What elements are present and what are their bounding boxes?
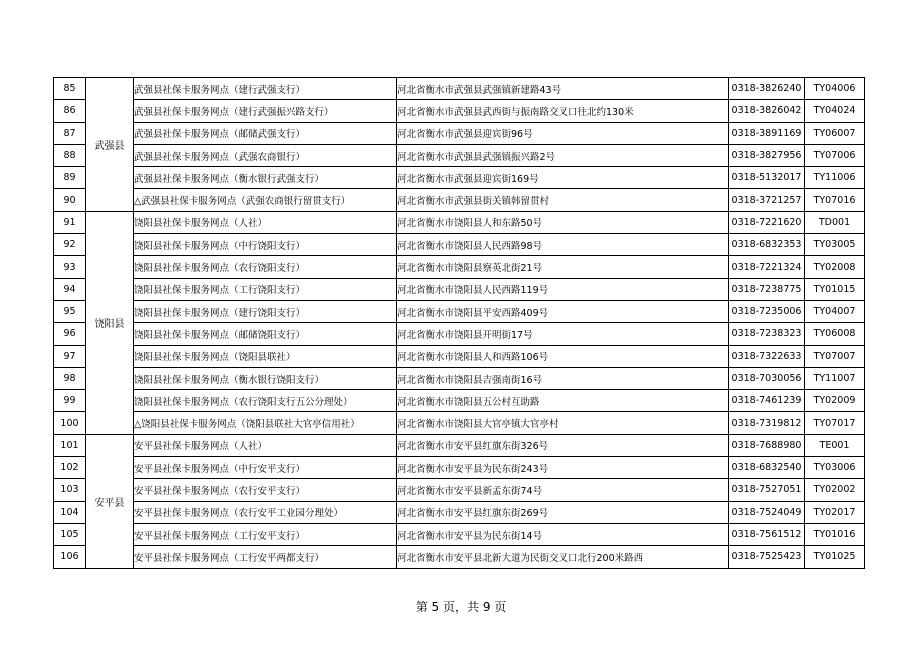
service-point-code: TY02017: [805, 501, 865, 523]
table-row: [54, 457, 865, 479]
service-point-code: TY11006: [805, 167, 865, 189]
table-row: [54, 434, 865, 456]
service-point-phone: 0318-7238323: [729, 323, 805, 345]
row-number: 99: [54, 390, 86, 412]
service-point-phone: 0318-7527051: [729, 479, 805, 501]
row-number: 106: [54, 546, 86, 568]
row-number: 104: [54, 501, 86, 523]
county-cell: 安平县: [86, 434, 134, 568]
service-point-name: 安平县社保卡服务网点（工行安平两都支行）: [134, 546, 397, 568]
service-point-code: TY01025: [805, 546, 865, 568]
service-point-address: 河北省衡水市饶阳县开明街17号: [397, 323, 729, 345]
row-number: 90: [54, 189, 86, 211]
service-point-phone: 0318-6832353: [729, 234, 805, 256]
row-number: 98: [54, 367, 86, 389]
service-point-phone: 0318-7688980: [729, 434, 805, 456]
service-point-address: 河北省衡水市饶阳县人民西路98号: [397, 234, 729, 256]
row-number: 94: [54, 278, 86, 300]
table-row: [54, 546, 865, 568]
table-row: [54, 523, 865, 545]
table-row: [54, 100, 865, 122]
service-point-code: TY03005: [805, 234, 865, 256]
service-point-phone: 0318-3891169: [729, 122, 805, 144]
service-points-table: [53, 77, 865, 569]
row-number: 101: [54, 434, 86, 456]
service-point-name: 饶阳县社保卡服务网点（农行饶阳支行）: [134, 256, 397, 278]
service-point-phone: 0318-7322633: [729, 345, 805, 367]
service-point-name: △武强县社保卡服务网点（武强农商银行留贯支行）: [134, 189, 397, 211]
service-point-address: 河北省衡水市安平县红旗东街269号: [397, 501, 729, 523]
service-point-name: 安平县社保卡服务网点（人社）: [134, 434, 397, 456]
row-number: 86: [54, 100, 86, 122]
row-number: 85: [54, 78, 86, 100]
service-point-name: 安平县社保卡服务网点（工行安平支行）: [134, 523, 397, 545]
row-number: 89: [54, 167, 86, 189]
service-point-name: 饶阳县社保卡服务网点（人社）: [134, 211, 397, 233]
row-number: 100: [54, 412, 86, 434]
service-point-phone: 0318-7238775: [729, 278, 805, 300]
table-row: [54, 412, 865, 434]
table-row: [54, 167, 865, 189]
service-point-address: 河北省衡水市武强县迎宾街96号: [397, 122, 729, 144]
service-point-code: TY06008: [805, 323, 865, 345]
service-point-address: 河北省衡水市饶阳县平安西路409号: [397, 300, 729, 322]
service-point-code: TY07017: [805, 412, 865, 434]
service-point-name: 饶阳县社保卡服务网点（邮储饶阳支行）: [134, 323, 397, 345]
table-row: [54, 122, 865, 144]
table-row: [54, 367, 865, 389]
row-number: 103: [54, 479, 86, 501]
table-row: [54, 390, 865, 412]
service-point-name: 安平县社保卡服务网点（农行安平工业园分理处）: [134, 501, 397, 523]
service-point-code: TY07006: [805, 144, 865, 166]
table-row: [54, 323, 865, 345]
service-point-name: 安平县社保卡服务网点（农行安平支行）: [134, 479, 397, 501]
service-point-address: 河北省衡水市饶阳县五公村互助路: [397, 390, 729, 412]
service-point-phone: 0318-7221620: [729, 211, 805, 233]
service-point-address: 河北省衡水市安平县北新大道为民街交叉口北行200米路西: [397, 546, 729, 568]
table-row: [54, 144, 865, 166]
service-point-code: TY03006: [805, 457, 865, 479]
service-point-code: TY02008: [805, 256, 865, 278]
service-point-code: TY02002: [805, 479, 865, 501]
table-row: [54, 278, 865, 300]
table-row: [54, 78, 865, 100]
table-row: [54, 234, 865, 256]
table-row: [54, 211, 865, 233]
service-point-code: TY07007: [805, 345, 865, 367]
service-point-code: TD001: [805, 211, 865, 233]
row-number: 88: [54, 144, 86, 166]
service-point-code: TY11007: [805, 367, 865, 389]
service-point-code: TY07016: [805, 189, 865, 211]
county-cell: 武强县: [86, 78, 134, 212]
service-point-name: 武强县社保卡服务网点（武强农商银行）: [134, 144, 397, 166]
service-point-address: 河北省衡水市武强县武强镇振兴路2号: [397, 144, 729, 166]
service-point-address: 河北省衡水市武强县武西街与振南路交叉口往北约130米: [397, 100, 729, 122]
service-point-phone: 0318-3826240: [729, 78, 805, 100]
service-point-phone: 0318-7319812: [729, 412, 805, 434]
row-number: 102: [54, 457, 86, 479]
service-point-name: 武强县社保卡服务网点（建行武强支行）: [134, 78, 397, 100]
service-point-name: 饶阳县社保卡服务网点（建行饶阳支行）: [134, 300, 397, 322]
service-point-code: TE001: [805, 434, 865, 456]
service-point-name: 武强县社保卡服务网点（建行武强振兴路支行）: [134, 100, 397, 122]
service-point-phone: 0318-7525423: [729, 546, 805, 568]
table-row: [54, 189, 865, 211]
service-point-phone: 0318-7524049: [729, 501, 805, 523]
service-point-address: 河北省衡水市饶阳县大官亭镇大官亭村: [397, 412, 729, 434]
service-point-address: 河北省衡水市武强县武强镇新建路43号: [397, 78, 729, 100]
service-point-code: TY06007: [805, 122, 865, 144]
service-point-address: 河北省衡水市安平县红旗东街326号: [397, 434, 729, 456]
service-point-phone: 0318-3826042: [729, 100, 805, 122]
row-number: 92: [54, 234, 86, 256]
service-point-code: TY04024: [805, 100, 865, 122]
service-point-address: 河北省衡水市饶阳县吉强南街16号: [397, 367, 729, 389]
service-point-name: 饶阳县社保卡服务网点（饶阳县联社）: [134, 345, 397, 367]
service-point-name: 饶阳县社保卡服务网点（工行饶阳支行）: [134, 278, 397, 300]
service-point-address: 河北省衡水市安平县为民东街14号: [397, 523, 729, 545]
county-cell: 饶阳县: [86, 211, 134, 434]
row-number: 105: [54, 523, 86, 545]
service-point-phone: 0318-7030056: [729, 367, 805, 389]
table-row: [54, 501, 865, 523]
table-row: [54, 479, 865, 501]
service-point-code: TY02009: [805, 390, 865, 412]
table-body: [54, 78, 865, 569]
page-footer: 第 5 页，共 9 页: [415, 600, 507, 614]
row-number: 96: [54, 323, 86, 345]
service-point-name: △饶阳县社保卡服务网点（饶阳县联社大官亭信用社）: [134, 412, 397, 434]
service-point-code: TY04006: [805, 78, 865, 100]
service-point-phone: 0318-3721257: [729, 189, 805, 211]
service-point-address: 河北省衡水市安平县为民东街243号: [397, 457, 729, 479]
service-point-phone: 0318-3827956: [729, 144, 805, 166]
service-point-name: 安平县社保卡服务网点（中行安平支行）: [134, 457, 397, 479]
row-number: 87: [54, 122, 86, 144]
service-point-phone: 0318-7461239: [729, 390, 805, 412]
service-point-address: 河北省衡水市安平县新孟东街74号: [397, 479, 729, 501]
table-row: [54, 345, 865, 367]
service-point-phone: 0318-7235006: [729, 300, 805, 322]
service-point-name: 饶阳县社保卡服务网点（中行饶阳支行）: [134, 234, 397, 256]
service-point-address: 河北省衡水市武强县街关镇韩留贯村: [397, 189, 729, 211]
service-point-phone: 0318-6832540: [729, 457, 805, 479]
row-number: 97: [54, 345, 86, 367]
service-point-address: 河北省衡水市饶阳县人和西路106号: [397, 345, 729, 367]
service-point-name: 饶阳县社保卡服务网点（衡水银行饶阳支行）: [134, 367, 397, 389]
row-number: 93: [54, 256, 86, 278]
service-point-phone: 0318-7221324: [729, 256, 805, 278]
service-point-phone: 0318-5132017: [729, 167, 805, 189]
service-point-address: 河北省衡水市武强县迎宾街169号: [397, 167, 729, 189]
service-point-name: 饶阳县社保卡服务网点（农行饶阳支行五公分理处）: [134, 390, 397, 412]
table-row: [54, 256, 865, 278]
service-point-code: TY04007: [805, 300, 865, 322]
table-row: [54, 300, 865, 322]
service-point-address: 河北省衡水市饶阳县察英北街21号: [397, 256, 729, 278]
row-number: 95: [54, 300, 86, 322]
service-point-code: TY01015: [805, 278, 865, 300]
service-point-phone: 0318-7561512: [729, 523, 805, 545]
service-point-name: 武强县社保卡服务网点（衡水银行武强支行）: [134, 167, 397, 189]
service-point-address: 河北省衡水市饶阳县人和东路50号: [397, 211, 729, 233]
row-number: 91: [54, 211, 86, 233]
service-point-name: 武强县社保卡服务网点（邮储武强支行）: [134, 122, 397, 144]
service-point-code: TY01016: [805, 523, 865, 545]
service-point-address: 河北省衡水市饶阳县人民西路119号: [397, 278, 729, 300]
